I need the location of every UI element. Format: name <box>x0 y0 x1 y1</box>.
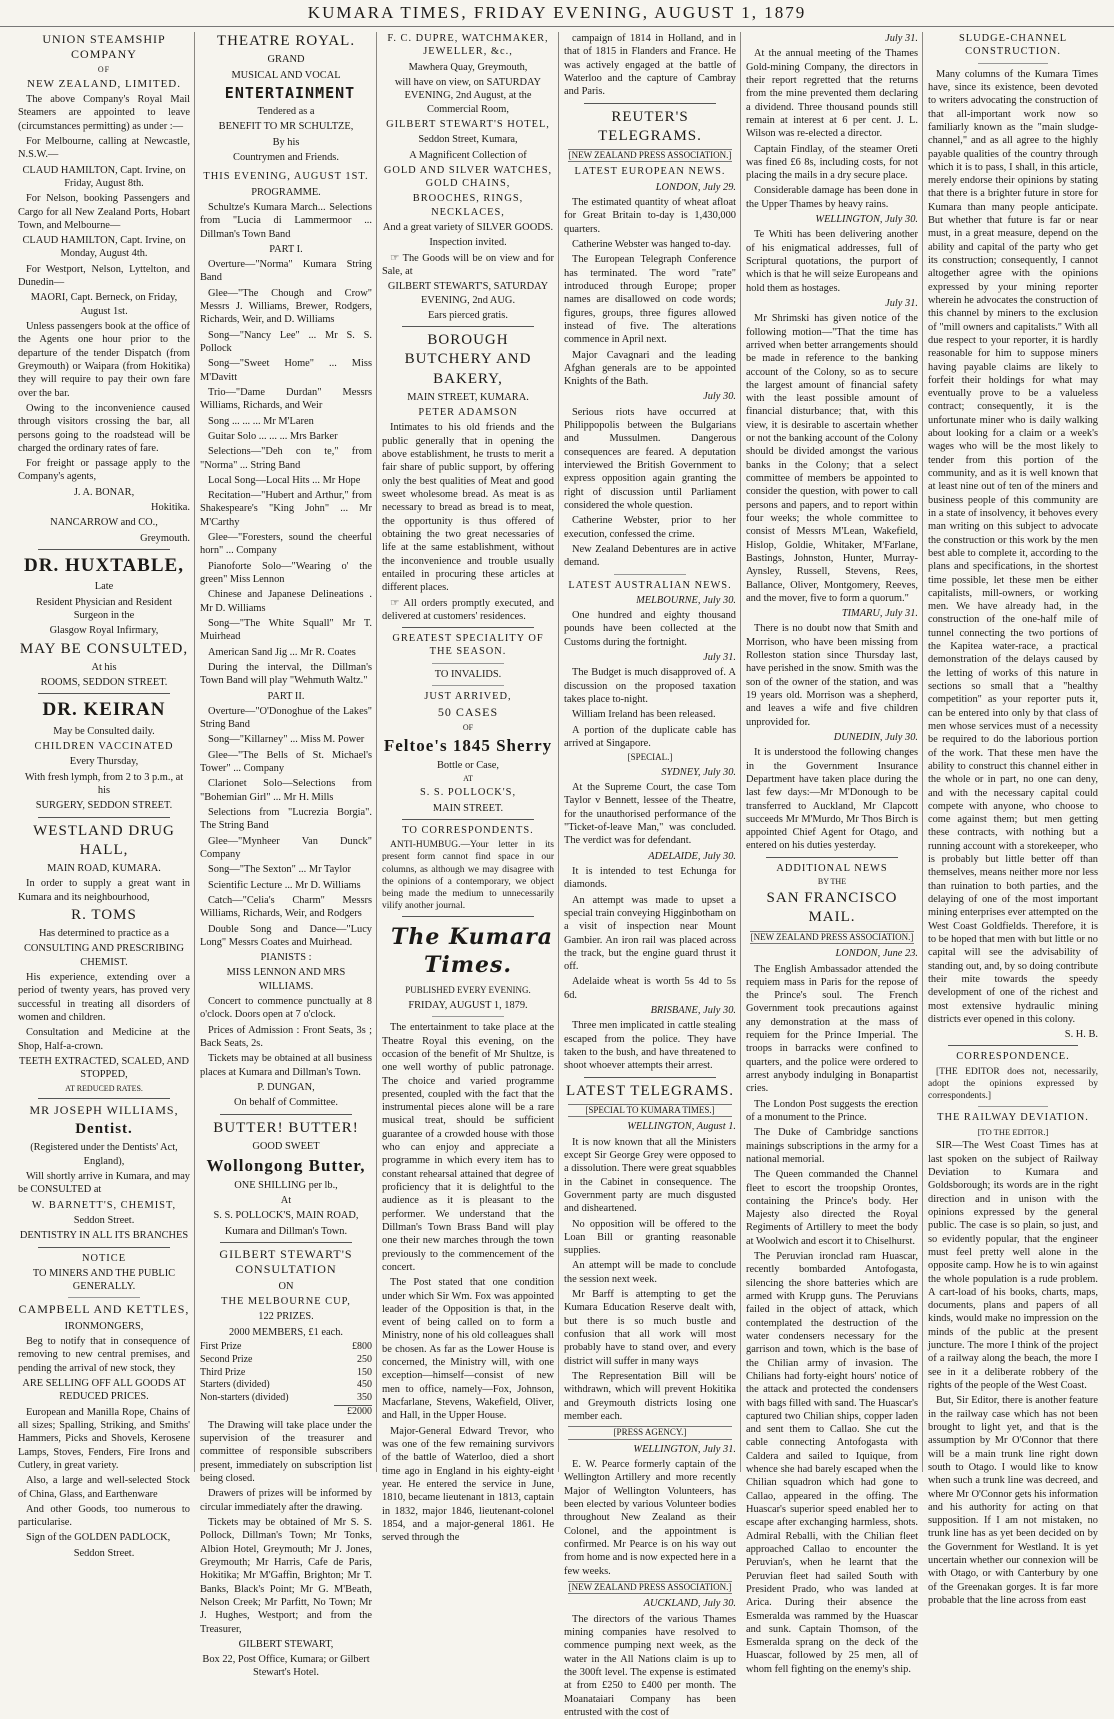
ad-text: Sign of the GOLDEN PADLOCK, <box>26 1532 171 1544</box>
article-text: The Queen commanded the Channel fleet to escort the troopship Orontes, containing the Prince's body. Her Majesty also directed the Royal Regiments of Artillery to meet the body at Woolwich and escort it to Chiselhurst. <box>746 1169 918 1247</box>
table-cell: 150 <box>357 1366 372 1378</box>
press-tag: [SPECIAL TO KUMARA TIMES.] <box>568 1104 732 1118</box>
article-text: The directors of the various Thames mining companies have resolved to commence pumping next week, as the water in the All Nations claim is up to the 300ft level. The expense is estimated at from £250 to £400 per month. The Moanataiari Company has been entrusted with the cost of <box>564 1613 736 1718</box>
dateline: LONDON, June 23. <box>835 948 918 960</box>
ad-text: MUSICAL AND VOCAL <box>231 69 341 81</box>
ad-title: Feltoe's 1845 Sherry <box>383 735 553 755</box>
article-text: At the annual meeting of the Thames Gold-mining Company, the directors in their report regretted that the returns from the mine prevented them declaring a dividend. Three thousand pounds still remain at interest at 6 per cent. J. L. Wilson was re-elected a director. <box>746 48 918 140</box>
section-heading: CORRESPONDENCE. <box>956 1051 1070 1063</box>
ad-text <box>382 252 554 279</box>
table-row <box>200 1367 372 1380</box>
dateline: AUCKLAND, July 30. <box>643 1598 736 1610</box>
article-text: Many columns of the Kumara Times have, since its existence, been devoted to writers advocating the construction of that all-important work now so familiarly known as the "main sludge-channel," and as all agree to the highly payable qualities of the country through which it is to pass, I shall, in this article, merely endorse their opinions by stating that there is a brighter future in store for Kumara than many people anticipate. But whether that future is far or near must, in a great measure, depend on the ability and capital of the party who get its construction; consequently, I cannot altogether agree with the opinions expressed by your mining reporter wherein he advocates the construction of this channel by miners to the exclusion of "mill owners and capitalists." With all due respect to your reporter, it is hardly reasonable for him to suppose miners having payable claims are likely to forfeit their holdings for what may eventually prove to be a valueless contract; consequently, it is the unfortunate miner who is daily walking about looking for a claim or a week's wages who will be the most likely to tender from this portion of the community, and as it is well known that at least nine out of ten of the miners and business people of this community are in a state of insolvency, it behoves every man writing on this subject to advocate the construction or this work by the men best able to complete it, according to the plans and specifications, in the shortest time possible, let these men be either capitalists, mill-owners, or working men. We have already had, in the construction of the one-half mile of tunnel connecting the two portions of the Kapitea water-race, a practical demonstration of the delays caused by the letting of works of this nature in sections so small that a "healthy competition" as your reporter puts it, can be entered into only by that class of men whose services must of a necessity be required to do the laborious portion of the work. That these men have the ability to construct this channel either in the whole or in part, no one can deny, and with the necessary capital could compete with anyone, who choose to come against them; but men getting these contracts, with nothing but a running account with a storekeeper, who is probably but little better off than themselves, means neither more nor less than ruination to both parties, and the delaying of one of the most important mining enterprises ever attempted on the West Coast Goldfields. Therefore, it is to be hoped that men with but little or no capital will see the advisability of standing out, and, by so doing contribute their mite towards the speedy development of one of the richest and most extensive hydraulic mining districts ever opened in this colony. <box>928 68 1098 1025</box>
programme-item: Pianoforte Solo—"Wearing o' the green" Miss Lennon <box>200 560 372 585</box>
ad-text: Beg to notify that in consequence of removing to new central premises, and pending the arrival of new stock, they <box>18 1336 190 1374</box>
ad-text: May be Consulted daily. <box>53 725 155 737</box>
dateline: WELLINGTON, July 30. <box>815 214 918 226</box>
ad-text: Seddon Street. <box>73 1547 135 1559</box>
column-rule <box>922 32 923 1472</box>
ad-text: Hokitika. <box>151 502 190 514</box>
dentist-ad <box>18 1103 190 1243</box>
ad-title: NEW ZEALAND, LIMITED. <box>27 77 181 90</box>
prize-table <box>200 1341 372 1419</box>
ad-text: Drawers of prizes will be informed by circular immediately after the drawing. <box>200 1488 372 1513</box>
article-text: An attempt will be made to conclude the session next week. <box>564 1260 736 1285</box>
article-text: Considerable damage has been done in the Upper Thames by heavy rains. <box>746 185 918 210</box>
article-text: The London Post suggests the erection of a monument to the Prince. <box>746 1098 918 1123</box>
section-heading: SAN FRANCISCO MAIL. <box>766 890 898 926</box>
ad-title: WESTLAND DRUG HALL, <box>33 822 175 858</box>
ad-text: GRAND <box>267 54 305 66</box>
ad-title: BUTTER! BUTTER! <box>213 1119 359 1136</box>
table-cell: Starters (divided) <box>200 1379 270 1391</box>
ad-text: GILBERT STEWART, <box>238 1638 334 1650</box>
programme-item: Guitar Solo ... ... ... Mrs Barker <box>208 430 338 442</box>
keiran-ad <box>18 698 190 812</box>
ad-text: OF <box>97 64 111 74</box>
article-text: The Budget is much disapproved of. A discussion on the proposed taxation takes place to-night. <box>564 667 736 706</box>
press-tag: [NEW ZEALAND PRESS ASSOCIATION.] <box>750 931 914 945</box>
subheading: [TO THE EDITOR.] <box>977 1126 1049 1137</box>
pointing-hand-icon: ☞ <box>390 252 403 264</box>
ad-title: GOLD AND SILVER WATCHES, GOLD CHAINS, <box>383 164 553 190</box>
table-cell: Third Prize <box>200 1366 246 1378</box>
press-tag: [SPECIAL.] <box>627 752 673 763</box>
article-text: Three men implicated in cattle stealing escaped from the police. They have taken to the bush, and have threatened to shoot whoever attempts their arrest. <box>564 1020 736 1072</box>
ad-text: Tickets may be obtained of Mr S. S. Pollock, Dillman's Town; Mr Tonks, Albion Hotel, Greymouth; Mr J. Jones, Greymouth; Mr Harris, Cafe de Paris, Hokitika; Mr M'Gaffin, Brighton; Mr T. Banks, Black's Point; Mr G. M'Beath, Nelson Creek; Mr Parfitt, No Town; Mr J. Hughes, Westport; and from the Treasurer, <box>200 1517 372 1635</box>
ad-title: F. C. DUPRE, WATCHMAKER, JEWELLER, &c., <box>387 33 549 58</box>
table-cell: 250 <box>357 1353 372 1365</box>
programme-item: Clarionet Solo—Selections from "Bohemian Girl" ... Mr H. Mills <box>200 778 372 803</box>
programme-item: Overture—"Norma" Kumara String Band <box>200 259 372 284</box>
ad-text: PART I. <box>269 243 303 255</box>
ad-text: Will shortly arrive in Kumara, and may be CONSULTED at <box>18 1170 190 1196</box>
ad-text: 2000 MEMBERS, £1 each. <box>228 1326 343 1338</box>
huxtable-ad <box>18 554 190 689</box>
dateline: WELLINGTON, August 1. <box>627 1121 736 1133</box>
ad-title: MAY BE CONSULTED, <box>19 640 189 657</box>
ad-text: With fresh lymph, from 2 to 3 p.m., at his <box>24 771 184 796</box>
ad-text: MAIN STREET. <box>432 802 504 814</box>
dateline: July 31. <box>885 297 918 309</box>
ad-text: Greymouth. <box>140 532 190 544</box>
butter-ad <box>200 1119 372 1239</box>
ad-text: TO MINERS AND THE PUBLIC GENERALLY. <box>32 1267 176 1293</box>
section-heading: TO CORRESPONDENTS. <box>402 824 534 836</box>
ad-title: BROOCHES, RINGS, NECKLACES, <box>412 193 524 218</box>
ad-text: The Goods will be on view and for Sale, at <box>382 252 554 277</box>
ad-text: For Westport, Nelson, Lyttelton, and Dunedin— <box>18 263 190 289</box>
ad-text: ONE SHILLING per lb., <box>234 1179 338 1191</box>
ad-text: AT <box>463 774 473 784</box>
programme-item: Song—"Sweet Home" ... Miss M'Davitt <box>200 358 372 383</box>
ad-text: PROGRAMME. <box>251 186 321 198</box>
ad-text: ON <box>278 1280 294 1292</box>
ad-text: For freight or passage apply to the Company's agents, <box>18 458 190 483</box>
ad-title: UNION STEAMSHIP COMPANY <box>42 32 166 62</box>
ad-text: TEETH EXTRACTED, SCALED, AND STOPPED, <box>19 1055 189 1081</box>
dateline: July 31. <box>885 33 918 44</box>
dateline: July 30. <box>703 391 736 403</box>
ad-text: The above Company's Royal Mail Steamers are appointed to leave (circumstances permitting) as under :— <box>18 94 190 132</box>
article-text: William Ireland has been released. <box>572 709 716 721</box>
article-text: A portion of the duplicate cable has arrived at Singapore. <box>564 724 736 749</box>
ad-text: And a great variety of SILVER GOODS. <box>382 222 554 234</box>
dateline: DUNEDIN, July 30. <box>833 731 918 743</box>
ad-text: Box 22, Post Office, Kumara; or Gilbert Stewart's Hotel. <box>202 1654 370 1679</box>
ad-text: At <box>280 1195 292 1207</box>
programme-item: Recitation—"Hubert and Arthur," from Shakespeare's "King John" ... Mr M'Carthy <box>200 490 372 528</box>
dateline: SYDNEY, July 30. <box>661 766 736 778</box>
ad-text: Late <box>94 581 114 593</box>
prize-total: £2000 <box>334 1406 372 1419</box>
article-text: The Post stated that one condition under which Sir Wm. Fox was appointed leader of the Opposition is that, in the event of being called on to form a Ministry, none of his old colleagues shall be chosen. As far as the Lower House is concerned, the Ministry will, with one exception—himself—consist of new men to office, namely—Fox, Johnson, Macfarlane, Stevens, Wakefield, Oliver, and Hall, in the Upper House. <box>382 1277 554 1422</box>
programme-item: Double Song and Dance—"Lucy Long" Messrs Coates and Muirhead. <box>200 923 372 948</box>
ad-text: (Registered under the Dentists' Act, England), <box>30 1142 178 1167</box>
ad-text: Tickets may be obtained at all business places at Kumara and Dillman's Town. <box>200 1053 372 1078</box>
article-text: The European Telegraph Conference has terminated. The word "rate" introduced through Europe; proper names are disallowed on code words; figures, groups, three figures allowed instead of five. The alterations commence in April next. <box>564 254 736 346</box>
programme-item: Trio—"Dame Durdan" Messrs Williams, Richards, and Weir <box>200 386 372 412</box>
ad-text: GOOD SWEET <box>252 1140 320 1152</box>
ad-text: Bottle or Case, <box>436 759 500 771</box>
drug-hall-ad <box>18 822 190 1094</box>
section-heading: SLUDGE-CHANNEL CONSTRUCTION. <box>958 33 1068 58</box>
ad-text: ROOMS, SEDDON STREET. <box>40 677 168 689</box>
ad-text: European and Manilla Rope, Chains of all sizes; Spalling, Striking, and Smiths' Hammers, Picks and Shovels, Kerosene Lamps, Stoves, Fenders, Fire Irons and Cutlery, in great variety. <box>18 1406 190 1471</box>
ad-title: Dentist. <box>75 1121 133 1138</box>
column-5 <box>742 32 922 1675</box>
ad-text: Every Thursday, <box>69 756 139 768</box>
ad-text: will have on view, on SATURDAY EVENING, 2nd August, at the Commercial Room, <box>394 76 542 115</box>
ad-text: GILBERT STEWART'S, SATURDAY EVENING, 2nd AUG. <box>387 281 549 306</box>
ad-title: R. TOMS <box>71 906 137 923</box>
editor-note: [THE EDITOR does not, necessarily, adopt the opinions expressed by correspondents.] <box>928 1066 1098 1102</box>
ad-title: Wollongong Butter, <box>206 1156 366 1176</box>
ad-text: OF <box>462 722 474 732</box>
table-cell: First Prize <box>200 1341 242 1353</box>
ad-text: At his <box>91 661 117 673</box>
ad-text: And other Goods, too numerous to particularise. <box>18 1503 190 1529</box>
union-steamship-ad <box>18 32 190 545</box>
article-text: Adelaide wheat is worth 5s 4d to 5s 6d. <box>564 976 736 1001</box>
ad-title: W. BARNETT'S, CHEMIST, <box>31 1199 177 1211</box>
article-text: Te Whiti has been delivering another of his enigmatical addresses, full of Scriptural quotations, the purport of which is that he will seize Europeans and hold them as hostages. <box>746 229 918 294</box>
ad-text: P. DUNGAN, <box>257 1081 315 1093</box>
ad-title: GREATEST SPECIALITY OF THE SEASON. <box>392 633 544 658</box>
programme-item: Song—"The White Squall" Mr T. Muirhead <box>200 617 372 643</box>
ad-text: 122 PRIZES. <box>258 1311 314 1323</box>
subheading: BY THE <box>817 877 847 887</box>
sherry-ad <box>382 632 554 815</box>
article-text: ANTI-HUMBUG.—Your letter in its present form cannot find space in our columns, as although we may disagree with the opinions of a contemporary, we object being made the medium to unnecessarily vilify another journal. <box>382 840 554 911</box>
ad-text: Mawhera Quay, Greymouth, <box>408 61 528 73</box>
dateline: July 31. <box>703 652 736 664</box>
article-text: One hundred and eighty thousand pounds have been collected at the Customs during the fortnight. <box>564 610 736 648</box>
ad-text <box>382 597 554 624</box>
article-text: Catherine Webster, prior to her execution, confessed the crime. <box>564 515 736 540</box>
ad-text: A Magnificent Collection of <box>409 149 527 161</box>
article-text: At the Supreme Court, the case Tom Taylor v Bennett, lessee of the Theatre, for the unauthorised performance of the "Ticket-of-leave Man," was concluded. The verdict was for defendant. <box>564 782 736 847</box>
article-text: Catherine Webster was hanged to-day. <box>572 239 732 251</box>
ad-text: Intimates to his old friends and the public generally that in opening the above establishment, he trusts to merit a fair share of public support, by offering only the best qualities of Meat and good sweet wholesome bread. As meat is as necessary to bread as bread is to meat, the opportunity is thus offered of obtaining the two great necessaries of life at the same establishment, without the inconvenience and trouble usually entailed in procuring these articles at different places. <box>382 422 554 594</box>
ad-text: Concert to commence punctually at 8 o'clock. Doors open at 7 o'clock. <box>200 996 372 1021</box>
theatre-royal-ad <box>200 32 372 1110</box>
ad-text: Owing to the inconvenience caused through visitors crossing the bar, all persons going to the roadstead will be charged the ordinary rates of fare. <box>18 402 190 454</box>
column-1 <box>14 32 194 1559</box>
press-tag: [NEW ZEALAND PRESS ASSOCIATION.] <box>568 149 732 163</box>
section-heading: LATEST TELEGRAMS. <box>565 1082 735 1099</box>
ad-text: For Melbourne, calling at Newcastle, N.S.W.— <box>18 135 190 161</box>
ad-text: For Nelson, booking Passengers and Cargo for all New Zealand Ports, Hobart Town, and Melbourne— <box>18 193 190 231</box>
table-row <box>200 1341 372 1354</box>
ad-text: Ears pierced gratis. <box>428 309 508 321</box>
table-cell: Non-starters (divided) <box>200 1392 289 1404</box>
ad-title: ENTERTAINMENT <box>224 83 356 102</box>
column-rule <box>376 32 377 1472</box>
dateline: ADELAIDE, July 30. <box>648 850 736 862</box>
press-tag: [PRESS AGENCY.] <box>568 1426 732 1440</box>
programme-item: Scientific Lecture ... Mr D. Williams <box>208 879 361 891</box>
ad-text: BENEFIT TO MR SCHULTZE, <box>218 121 354 133</box>
dateline: WELLINGTON, July 31. <box>633 1443 736 1455</box>
table-cell: Second Prize <box>200 1353 253 1365</box>
table-cell: 350 <box>357 1392 372 1404</box>
article-text: Serious riots have occurred at Philippopolis between the Bulgarians and Mussulmen. Dangerous consequences are feared. A deputation interviewed the British Government to express opposition again granting the right of discussion until Parliament considered the whole question. <box>564 406 736 511</box>
ad-text: Prices of Admission : Front Seats, 3s ; Back Seats, 2s. <box>200 1024 372 1049</box>
ad-text: MISS LENNON AND MRS WILLIAMS. <box>226 967 346 992</box>
ad-text: Kumara and Dillman's Town. <box>224 1225 348 1237</box>
ad-text: Seddon Street. <box>73 1214 135 1226</box>
ad-text: CLAUD HAMILTON, Capt. Irvine, on Monday, August 4th. <box>22 235 186 260</box>
ad-title: JUST ARRIVED, <box>424 691 512 703</box>
article-text: Mr Shrimski has given notice of the following motion—"That the time has arrived when better arrangements should be made in reference to the banking account of the Colony, so as to secure the largest amount of financial safety with the least possible amount of financial disturbance; that, with this view, it is desirable to ascertain whether or not the banking account of the Colony should be divided amongst the various banks in the Colony; that a select committee of members be appointed to consider the question, with power to call persons and papers, and to report within four weeks; the whole committee to consist of Messrs M'Lean, Wakefield, Hislop, Goldie, Whitaker, M'Farlane, Bastings, Johnston, Hunter, Murray-Aynsley, Russell, Stevens, Rees, Ballance, Oliver, Montgomery, Reeves, and the mover, five to form a quorum." <box>746 313 918 604</box>
ad-text: His experience, extending over a period of twenty years, has proved very successful in treating all disorders of women and children. <box>18 972 190 1023</box>
ad-text: Also, a large and well-selected Stock of China, Glass, and Earthenware <box>18 1475 190 1500</box>
ad-text: SURGERY, SEDDON STREET. <box>35 800 173 812</box>
butchery-ad <box>382 331 554 623</box>
campbell-kettles-ad <box>18 1252 190 1561</box>
section-heading: ADDITIONAL NEWS <box>776 862 888 874</box>
ad-text: On behalf of Committee. <box>234 1097 338 1109</box>
column-rule <box>558 32 559 1472</box>
article-text: An attempt was made to upset a special train conveying Higginbotham on a visit of inspection near Mount Gambier. An iron rail was placed across the track, but the engine guard thrust it off. <box>564 894 736 973</box>
ad-text: MAIN STREET, KUMARA. <box>407 391 529 403</box>
article-text: The Duke of Cambridge sanctions mainings subscriptions in the army for a national memorial. <box>746 1127 918 1165</box>
ad-title: THE MELBOURNE CUP, <box>221 1296 351 1308</box>
correspondents-notice <box>382 824 554 912</box>
column-3 <box>378 32 558 1544</box>
table-cell: 450 <box>357 1379 372 1391</box>
ad-title: CAMPBELL AND KETTLES, <box>18 1302 190 1317</box>
programme-item: Song ... ... ... Mr M'Laren <box>208 415 314 427</box>
column-4 <box>560 32 740 1718</box>
ad-title: THEATRE ROYAL. <box>216 33 356 49</box>
ad-text: Schultze's Kumara March... Selections from "Lucia di Lammermoor ... Dillman's Town Band <box>200 201 372 240</box>
subheading: THE RAILWAY DEVIATION. <box>937 1112 1089 1124</box>
masthead: KUMARA TIMES, FRIDAY EVENING, AUGUST 1, 1879 <box>0 0 1114 27</box>
article-text: The Peruvian ironclad ram Huascar, recently bombarded Antofogasta, silencing the shore batteries which are armed with Krupp guns. The Peruvians failed in the object of attack, which contemplated the destruction of the water condensers necessary for the garrison and town, which is the base of the Chilian army of invasion. The Chilians had forty-eight hours' notice of the attack and protected the condensers with bags filled with sand. The Huascar's captured two Chilian ships, copper laden and sent them to Callao. She cut the cable connecting Antofogasta with Caldera and sailed to Iquique, from whence she had barely escaped when the Chilian squadron which had gone to Callao, appeared in the offing. The Huascar's superior speed enabled her to escape after exchanging harmless, shots. Admiral Reballi, with the Chilian fleet approached Callao to encounter the Peruvian's, when he learnt that the Peruvian fleet had sailed South with President Prado, who was landed at Arica. During their absence the Esmeralda was rammed by the Huascar and sunk. Captain Thomson, of the Esmeralda sprang on the deck of the Huascar, followed by 25 men, all of whom fell fighting on the enemy's ship. <box>746 1251 918 1675</box>
table-row <box>200 1392 372 1405</box>
dateline: TIMARU, July 31. <box>841 608 918 620</box>
ad-title: GILBERT STEWART'S HOTEL, <box>386 118 550 130</box>
article-text: campaign of 1814 in Holland, and in that of 1815 in Flanders and France. He was actively engaged at the battle of Waterloo and the capture of Cambray and Paris. <box>564 33 736 98</box>
article-text: It is now known that all the Ministers except Sir George Grey were opposed to a dissolution. There were great squabbles in the Cabinet in consequence. The Government party are much disgusted and disheartened. <box>564 1136 736 1215</box>
ad-title: MR JOSEPH WILLIAMS, <box>29 1102 179 1117</box>
ad-text: Seddon Street, Kumara, <box>418 134 518 146</box>
ad-text: The Drawing will take place under the supervision of the treasurer and committee of responsible subscribers present, immediately on subscription list being closed. <box>200 1419 372 1485</box>
ad-text: PIANISTS : <box>260 952 312 964</box>
article-text: Captain Findlay, of the steamer Oreti was fined £6 8s, including costs, for not placing the mails in a dry secure place. <box>746 143 918 182</box>
programme-item: Local Song—Local Hits ... Mr Hope <box>208 474 361 486</box>
article-text: It is intended to test Echunga for diamonds. <box>564 865 736 891</box>
column-rule <box>194 32 195 1472</box>
programme-item: Glee—"The Bells of St. Michael's Tower" ... Company <box>200 749 372 775</box>
pointing-hand-icon: ☞ <box>390 597 404 609</box>
programme-item: Overture—"O'Donoghue of the Lakes" String Band <box>200 705 372 731</box>
dupre-ad <box>382 32 554 322</box>
consultation-ad <box>200 1247 372 1680</box>
article-text: But, Sir Editor, there is another feature in the railway case which has not been brought to light yet, and that is the assumption by Mr O'Connor that there will be a main trunk line right down south to Otago. I would like to know when such a trunk line was decreed, and where Mr O'Connor gets his information and his authority for acting on that supposition. If I am not mistaken, no trunk line has as yet been decided on by the Government for Westland. It is yet uncertain whether our connexion will be with Otago, or with Canterbury by one of the Greenakan gorges. It is far more probable that the line across from east <box>928 1395 1098 1607</box>
ad-text: CLAUD HAMILTON, Capt. Irvine, on Friday, August 8th. <box>22 164 186 189</box>
issue-date: FRIDAY, AUGUST 1, 1879. <box>408 999 528 1011</box>
dateline: BRISBANE, July 30. <box>650 1005 736 1017</box>
ad-text: S. S. POLLOCK'S, MAIN ROAD, <box>213 1210 359 1222</box>
table-row <box>200 1354 372 1367</box>
ad-text: Glasgow Royal Infirmary, <box>49 625 159 637</box>
table-row <box>200 1379 372 1392</box>
ad-text: ARE SELLING OFF ALL GOODS AT REDUCED PRICES. <box>22 1378 186 1403</box>
article-text: No opposition will be offered to the Loan Bill or granting reasonable supplies. <box>564 1218 736 1257</box>
column-2 <box>196 32 376 1679</box>
article-text: Major Cavagnari and the leading Afghan generals are to be appointed Knights of the Bath. <box>564 349 736 388</box>
newspaper-title: The Kumara Times. <box>390 924 554 979</box>
dateline: MELBOURNE, July 30. <box>636 594 736 606</box>
ad-text: IRONMONGERS, <box>64 1320 144 1332</box>
ad-text: Consultation and Medicine at the Shop, Half-a-crown. <box>18 1027 190 1052</box>
ad-title: DR. HUXTABLE, <box>24 555 184 577</box>
article-text: E. W. Pearce formerly captain of the Wellington Artillery and more recently Major of Wellington Volunteers, has been elected by various Volunteer bodies throughout New Zealand as their Colonel, and the appointment is confirmed. Mr Pearce is on his way out from home and is now expected here in a few weeks. <box>564 1459 736 1577</box>
ad-text: By his <box>272 136 300 148</box>
subheading: LATEST AUSTRALIAN NEWS. <box>568 579 732 591</box>
ad-text: Countrymen and Friends. <box>233 151 339 163</box>
programme-item: Song—"Killarney" ... Miss M. Power <box>208 734 365 746</box>
article-text: SIR—The West Coast Times has at last spoken on the subject of Railway Deviation to Kumara and Goldsborough; its words are in the right direction and in unison with the opinions expressed by the general public. The case is so plain, so just, and so evidently popular, that the engineer must feel pretty well alone in the opposite camp. How he is to win against the whole population is a rude problem. A cart-load of his books, charts, maps, documents, plans and papers of all kinds, would make no impression on the minds of the public at the present juncture. The more I think of the project of a railway along the beach, the more I see in it a deliberate robbery of the rights of the people of the West Coast. <box>928 1140 1098 1392</box>
ad-text: MAORI, Capt. Berneck, on Friday, August 1st. <box>30 292 178 317</box>
ad-text: All orders promptly executed, and delivered at customers' residences. <box>382 597 554 622</box>
programme-item: Glee—"The Chough and Crow" Messrs J. Williams, Brewer, Rodgers, Richards, Weir, and D. Williams <box>200 287 372 326</box>
ad-text: Resident Physician and Resident Surgeon in the <box>36 596 172 621</box>
ad-text: PART II. <box>267 690 305 702</box>
press-tag: [NEW ZEALAND PRESS ASSOCIATION.] <box>568 1581 732 1595</box>
ad-text: AT REDUCED RATES. <box>65 1083 143 1093</box>
article-text: Major-General Edward Trevor, who was one of the few remaining survivors of the battle of Waterloo, died a short time ago in England in his eighty-eight year. He entered the service in June, 1810, became lieutenant in 1813, captain in 1832, major 1846, lieutenant-colonel 1854, and a major-general 1861. He served through the <box>382 1425 554 1544</box>
column-6 <box>924 32 1102 1607</box>
programme-item: Song—"Nancy Lee" ... Mr S. S. Pollock <box>200 329 372 354</box>
ad-text: MAIN ROAD, KUMARA. <box>47 862 161 874</box>
ad-title: CHILDREN VACCINATED <box>34 741 174 753</box>
article-text: New Zealand Debentures are in active demand. <box>564 543 736 569</box>
article-text: Mr Barff is attempting to get the Kumara Education Reserve dealt with, but there is so much bustle and confusion that all work will most probably have to stand over, and every district will suffer in many ways <box>564 1289 736 1367</box>
ad-text: Has determined to practice as a <box>38 928 170 940</box>
article-text: It is understood the following changes in the Government Insurance Department have taken place during the last few days:—Mr M'Donough to be transferred to Auckland, Mr Clapcott succeeds Mr M'Murdo, Mr Thos Birch is appointed Chief Agent for Otago, and entered on his duties yesterday. <box>746 747 918 852</box>
ad-title: BOROUGH BUTCHERY AND BAKERY, <box>404 332 532 387</box>
publication-note: PUBLISHED EVERY EVENING. <box>405 985 531 996</box>
programme-item: Selections from "Lucrezia Borgia". The String Band <box>200 807 372 832</box>
table-cell: £800 <box>352 1341 372 1353</box>
editorial <box>382 923 554 1544</box>
article-text: There is no doubt now that Smith and Morrison, who have been missing from Rolleston station since Thursday last, have perished in the snow. Smith was the son of the owner of the station, and was 19 years old. Morrison was a shepherd, and leaves a wife and five children unprovided for. <box>746 623 918 728</box>
ad-text: In order to supply a great want in Kumara and its neighbourhood, <box>18 878 190 903</box>
article-signature: S. H. B. <box>1064 1029 1098 1041</box>
ad-text: CONSULTING AND PRESCRIBING CHEMIST. <box>23 943 185 968</box>
ad-text: NANCARROW and CO., <box>50 517 158 529</box>
subheading: LATEST EUROPEAN NEWS. <box>574 166 726 178</box>
programme-item: Catch—"Celia's Charm" Messrs Williams, Richards, Weir, and Rodgers <box>200 894 372 920</box>
programme-item: Glee—"Mynheer Van Dunck" Company <box>200 835 372 860</box>
programme-item: Song—"The Sexton" ... Mr Taylor <box>208 864 351 876</box>
article-text: The Representation Bill will be withdrawn, which will prevent Hokitika and Greymouth districts losing one member each. <box>564 1370 736 1422</box>
ad-text: Tendered as a <box>257 106 315 117</box>
ad-title: NOTICE <box>81 1252 127 1264</box>
ad-text: Unless passengers book at the office of the Agents one hour prior to the departure of the tender Dispatch (from Greymouth) or Waipara (from Hokitika) they will require to pay their own fare over the bar. <box>18 321 190 399</box>
ad-title: S. S. POLLOCK'S, <box>419 787 517 799</box>
article-text: The estimated quantity of wheat afloat for Great Britain to-day is 1,430,000 quarters. <box>564 197 736 235</box>
ad-text: DENTISTRY IN ALL ITS BRANCHES <box>19 1230 189 1242</box>
ad-text: During the interval, the Dillman's Town Band will play "Wehmuth Waltz." <box>200 661 372 687</box>
article-text: The entertainment to take place at the Theatre Royal this evening, on the occasion of the benefit of Mr Shultze, is one well worthy of public patronage. The choice and varied programme presented, coupled with the fact that the instrumental pieces alone will be a rare musical treat, should be sufficient guarantee of a crowded house with those who can enjoy and appreciate a programme in which every item has to constant rehearsal attained that degree of proficiency that it is delightful to the audience as it is pleasant to the performer. We understand that the Dillman's Town Brass Band will play one their new marches through the town previously to the commencement of the concert. <box>382 1022 554 1273</box>
section-heading: REUTER'S TELEGRAMS. <box>598 108 702 144</box>
dateline: LONDON, July 29. <box>655 181 736 193</box>
ad-title: THIS EVENING, AUGUST 1ST. <box>203 171 369 183</box>
ad-text: Inspection invited. <box>429 237 507 249</box>
programme-item: American Sand Jig ... Mr R. Coates <box>208 646 356 658</box>
ad-title: PETER ADAMSON <box>418 407 518 419</box>
ad-text: J. A. BONAR, <box>73 486 135 498</box>
table-row <box>200 1406 372 1419</box>
column-rule <box>740 32 741 1472</box>
programme-item: Selections—"Deh con te," from "Norma" ... String Band <box>200 446 372 471</box>
article-text: The English Ambassador attended the requiem mass in Paris for the repose of the Prince's soul. The French Government took precautions against any demonstration at the mass of requiem for the Prince Imperial. The troops in barracks were confined to quarters, and the police were ordered to arrest anybody indulging in Bonapartist cries. <box>746 963 918 1095</box>
programme-item: Glee—"Foresters, sound the cheerful horn" ... Company <box>200 532 372 557</box>
ad-title: DR. KEIRAN <box>42 699 166 721</box>
ad-text: TO INVALIDS. <box>434 668 502 680</box>
ad-title: GILBERT STEWART'S CONSULTATION <box>219 1247 353 1277</box>
programme-item: Chinese and Japanese Delineations . Mr D. Williams <box>200 589 372 614</box>
ad-title: 50 CASES <box>437 705 499 720</box>
